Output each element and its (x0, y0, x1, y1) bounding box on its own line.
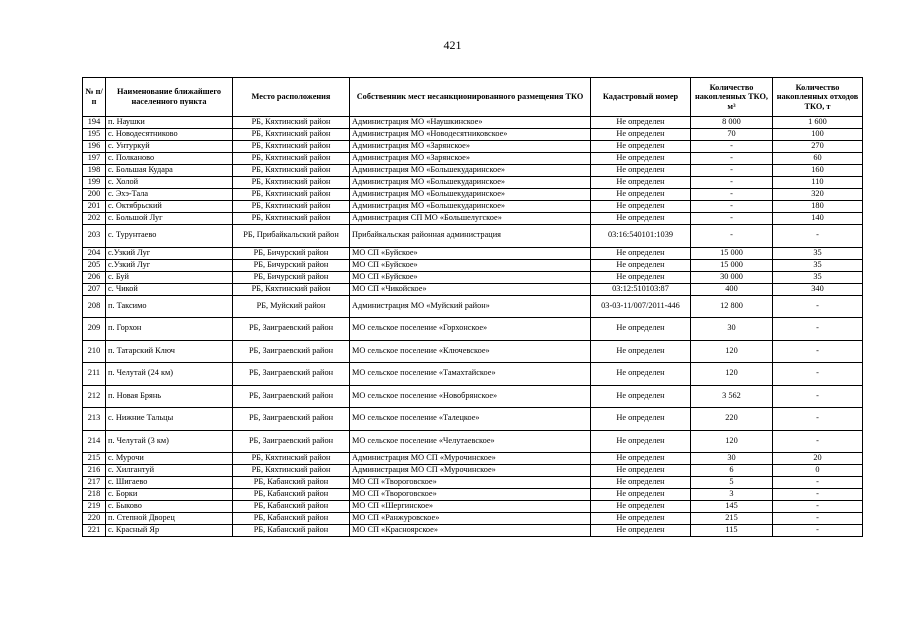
owner-cell: Администрация МО «Новодесятниковское» (350, 129, 591, 141)
settlement-name-cell: п. Новая Брянь (106, 385, 233, 408)
owner-cell: МО СП «Буйское» (350, 259, 591, 271)
cadastral-number-cell: Не определен (591, 363, 691, 386)
volume-m3-cell: 30 (691, 318, 773, 341)
volume-m3-cell: - (691, 213, 773, 225)
owner-cell: Администрация МО СП «Мурочинское» (350, 453, 591, 465)
mass-t-cell: - (773, 513, 863, 525)
location-cell: РБ, Муйский район (233, 295, 350, 318)
settlement-name-cell: с. Холой (106, 177, 233, 189)
volume-m3-cell: 120 (691, 340, 773, 363)
mass-t-cell: 100 (773, 129, 863, 141)
owner-cell: МО сельское поселение «Ключевское» (350, 340, 591, 363)
location-cell: РБ, Кяхтинский район (233, 213, 350, 225)
location-cell: РБ, Кабанский район (233, 501, 350, 513)
settlement-name-cell: с. Хилгантуй (106, 465, 233, 477)
owner-cell: МО сельское поселение «Челутаевское» (350, 430, 591, 453)
volume-m3-cell: 115 (691, 525, 773, 537)
location-cell: РБ, Заиграевский район (233, 408, 350, 431)
cadastral-number-cell: Не определен (591, 477, 691, 489)
cadastral-number-cell: Не определен (591, 153, 691, 165)
cadastral-number-cell: 03-03-11/007/2011-446 (591, 295, 691, 318)
mass-t-cell: 160 (773, 165, 863, 177)
row-number-cell: 221 (83, 525, 106, 537)
table-row (83, 525, 863, 537)
table-row (83, 201, 863, 213)
header-number: № п/п (83, 78, 106, 117)
location-cell: РБ, Кяхтинский район (233, 177, 350, 189)
volume-m3-cell: 120 (691, 430, 773, 453)
owner-cell: Администрация МО «Муйский район» (350, 295, 591, 318)
volume-m3-cell: - (691, 153, 773, 165)
mass-t-cell: 60 (773, 153, 863, 165)
table-row (83, 385, 863, 408)
settlement-name-cell: с. Полканово (106, 153, 233, 165)
table-row (83, 318, 863, 341)
owner-cell: МО СП «Шергинское» (350, 501, 591, 513)
cadastral-number-cell: Не определен (591, 465, 691, 477)
mass-t-cell: - (773, 225, 863, 248)
owner-cell: МО сельское поселение «Горхонское» (350, 318, 591, 341)
settlement-name-cell: с.Узкий Луг (106, 247, 233, 259)
mass-t-cell: - (773, 501, 863, 513)
mass-t-cell: - (773, 408, 863, 431)
owner-cell: МО сельское поселение «Новобрянское» (350, 385, 591, 408)
table-body (83, 117, 863, 537)
row-number-cell: 207 (83, 283, 106, 295)
settlement-name-cell: с. Борки (106, 489, 233, 501)
table-row (83, 501, 863, 513)
row-number-cell: 196 (83, 141, 106, 153)
table-row (83, 295, 863, 318)
row-number-cell: 212 (83, 385, 106, 408)
mass-t-cell: 20 (773, 453, 863, 465)
row-number-cell: 219 (83, 501, 106, 513)
row-number-cell: 209 (83, 318, 106, 341)
volume-m3-cell: - (691, 165, 773, 177)
owner-cell: Администрация МО «Большекударинское» (350, 189, 591, 201)
settlement-name-cell: с. Большой Луг (106, 213, 233, 225)
header-volume-m3: Количество накопленных ТКО, м³ (691, 78, 773, 117)
mass-t-cell: - (773, 489, 863, 501)
settlement-name-cell: с. Мурочи (106, 453, 233, 465)
owner-cell: Прибайкальская районная администрация (350, 225, 591, 248)
volume-m3-cell: - (691, 225, 773, 248)
table-row (83, 117, 863, 129)
mass-t-cell: 1 600 (773, 117, 863, 129)
cadastral-number-cell: 03:12:510103:87 (591, 283, 691, 295)
volume-m3-cell: 30 000 (691, 271, 773, 283)
cadastral-number-cell: Не определен (591, 513, 691, 525)
settlement-name-cell: с. Унтуркуй (106, 141, 233, 153)
owner-cell: МО СП «Красноярское» (350, 525, 591, 537)
owner-cell: МО сельское поселение «Тамахтайское» (350, 363, 591, 386)
volume-m3-cell: 3 562 (691, 385, 773, 408)
row-number-cell: 205 (83, 259, 106, 271)
cadastral-number-cell: Не определен (591, 129, 691, 141)
location-cell: РБ, Бичурский район (233, 247, 350, 259)
row-number-cell: 218 (83, 489, 106, 501)
table-row (83, 213, 863, 225)
mass-t-cell: - (773, 525, 863, 537)
owner-cell: Администрация МО «Большекударинское» (350, 177, 591, 189)
table-row (83, 430, 863, 453)
waste-sites-table-container (82, 77, 862, 537)
table-row (83, 513, 863, 525)
row-number-cell: 199 (83, 177, 106, 189)
table-row (83, 489, 863, 501)
volume-m3-cell: - (691, 177, 773, 189)
row-number-cell: 208 (83, 295, 106, 318)
settlement-name-cell: с. Большая Кудара (106, 165, 233, 177)
table-row (83, 453, 863, 465)
mass-t-cell: - (773, 385, 863, 408)
volume-m3-cell: 145 (691, 501, 773, 513)
cadastral-number-cell: Не определен (591, 247, 691, 259)
header-cadastral-number: Кадастровый номер (591, 78, 691, 117)
settlement-name-cell: с. Эхэ-Тала (106, 189, 233, 201)
location-cell: РБ, Кяхтинский район (233, 453, 350, 465)
row-number-cell: 215 (83, 453, 106, 465)
owner-cell: Администрация МО «Большекударинское» (350, 165, 591, 177)
cadastral-number-cell: Не определен (591, 453, 691, 465)
cadastral-number-cell: Не определен (591, 501, 691, 513)
mass-t-cell: 35 (773, 247, 863, 259)
settlement-name-cell: п. Татарский Ключ (106, 340, 233, 363)
row-number-cell: 201 (83, 201, 106, 213)
row-number-cell: 197 (83, 153, 106, 165)
row-number-cell: 206 (83, 271, 106, 283)
owner-cell: МО СП «Твороговское» (350, 489, 591, 501)
volume-m3-cell: 15 000 (691, 247, 773, 259)
table-row (83, 247, 863, 259)
mass-t-cell: - (773, 318, 863, 341)
table-row (83, 271, 863, 283)
table-row (83, 153, 863, 165)
settlement-name-cell: с. Октябрьский (106, 201, 233, 213)
row-number-cell: 217 (83, 477, 106, 489)
mass-t-cell: - (773, 295, 863, 318)
settlement-name-cell: с. Турунтаево (106, 225, 233, 248)
row-number-cell: 204 (83, 247, 106, 259)
mass-t-cell: 0 (773, 465, 863, 477)
mass-t-cell: 35 (773, 271, 863, 283)
settlement-name-cell: с.Узкий Луг (106, 259, 233, 271)
header-location: Место расположения (233, 78, 350, 117)
row-number-cell: 210 (83, 340, 106, 363)
mass-t-cell: - (773, 340, 863, 363)
header-settlement: Наименование ближайшего населенного пункта (106, 78, 233, 117)
volume-m3-cell: - (691, 141, 773, 153)
mass-t-cell: 140 (773, 213, 863, 225)
cadastral-number-cell: Не определен (591, 177, 691, 189)
owner-cell: Администрация СП МО «Большелугское» (350, 213, 591, 225)
owner-cell: Администрация МО «Большекударинское» (350, 201, 591, 213)
table-row (83, 465, 863, 477)
cadastral-number-cell: Не определен (591, 141, 691, 153)
location-cell: РБ, Кабанский район (233, 525, 350, 537)
cadastral-number-cell: Не определен (591, 165, 691, 177)
settlement-name-cell: с. Чикой (106, 283, 233, 295)
waste-sites-table (82, 77, 863, 537)
row-number-cell: 202 (83, 213, 106, 225)
table-row (83, 477, 863, 489)
settlement-name-cell: с. Красный Яр (106, 525, 233, 537)
mass-t-cell: 340 (773, 283, 863, 295)
row-number-cell: 220 (83, 513, 106, 525)
table-row (83, 177, 863, 189)
volume-m3-cell: 15 000 (691, 259, 773, 271)
volume-m3-cell: 120 (691, 363, 773, 386)
location-cell: РБ, Кяхтинский район (233, 189, 350, 201)
volume-m3-cell: 70 (691, 129, 773, 141)
location-cell: РБ, Бичурский район (233, 259, 350, 271)
mass-t-cell: - (773, 477, 863, 489)
location-cell: РБ, Кяхтинский район (233, 153, 350, 165)
cadastral-number-cell: Не определен (591, 189, 691, 201)
owner-cell: МО СП «Ранжуровское» (350, 513, 591, 525)
settlement-name-cell: п. Горхон (106, 318, 233, 341)
cadastral-number-cell: Не определен (591, 489, 691, 501)
mass-t-cell: 35 (773, 259, 863, 271)
owner-cell: Администрация МО СП «Мурочинское» (350, 465, 591, 477)
location-cell: РБ, Бичурский район (233, 271, 350, 283)
row-number-cell: 213 (83, 408, 106, 431)
table-row (83, 141, 863, 153)
owner-cell: МО СП «Буйское» (350, 247, 591, 259)
location-cell: РБ, Кяхтинский район (233, 129, 350, 141)
cadastral-number-cell: Не определен (591, 525, 691, 537)
header-owner: Собственник мест несанкционированного размещения ТКО (350, 78, 591, 117)
location-cell: РБ, Заиграевский район (233, 385, 350, 408)
table-row (83, 363, 863, 386)
table-row (83, 259, 863, 271)
owner-cell: МО СП «Буйское» (350, 271, 591, 283)
settlement-name-cell: п. Челутай (3 км) (106, 430, 233, 453)
owner-cell: Администрация МО «Зарянское» (350, 141, 591, 153)
cadastral-number-cell: Не определен (591, 430, 691, 453)
location-cell: РБ, Кяхтинский район (233, 465, 350, 477)
owner-cell: МО СП «Твороговское» (350, 477, 591, 489)
cadastral-number-cell: Не определен (591, 213, 691, 225)
row-number-cell: 194 (83, 117, 106, 129)
location-cell: РБ, Заиграевский район (233, 340, 350, 363)
cadastral-number-cell: Не определен (591, 259, 691, 271)
table-row (83, 165, 863, 177)
header-mass-t: Количество накопленных отходов ТКО, т (773, 78, 863, 117)
table-header-row (83, 78, 863, 117)
cadastral-number-cell: Не определен (591, 201, 691, 213)
location-cell: РБ, Заиграевский район (233, 318, 350, 341)
mass-t-cell: - (773, 430, 863, 453)
settlement-name-cell: с. Быково (106, 501, 233, 513)
table-row (83, 189, 863, 201)
mass-t-cell: 180 (773, 201, 863, 213)
settlement-name-cell: п. Наушки (106, 117, 233, 129)
owner-cell: МО СП «Чикойское» (350, 283, 591, 295)
volume-m3-cell: - (691, 189, 773, 201)
mass-t-cell: 320 (773, 189, 863, 201)
settlement-name-cell: п. Степной Дворец (106, 513, 233, 525)
volume-m3-cell: 3 (691, 489, 773, 501)
mass-t-cell: - (773, 363, 863, 386)
row-number-cell: 198 (83, 165, 106, 177)
owner-cell: Администрация МО «Зарянское» (350, 153, 591, 165)
volume-m3-cell: 12 800 (691, 295, 773, 318)
mass-t-cell: 270 (773, 141, 863, 153)
cadastral-number-cell: Не определен (591, 385, 691, 408)
location-cell: РБ, Кяхтинский район (233, 283, 350, 295)
location-cell: РБ, Кяхтинский район (233, 165, 350, 177)
volume-m3-cell: - (691, 201, 773, 213)
location-cell: РБ, Кабанский район (233, 477, 350, 489)
volume-m3-cell: 5 (691, 477, 773, 489)
location-cell: РБ, Кяхтинский район (233, 117, 350, 129)
page-number: 421 (443, 38, 462, 52)
location-cell: РБ, Кабанский район (233, 513, 350, 525)
table-row (83, 340, 863, 363)
owner-cell: Администрация МО «Наушкинское» (350, 117, 591, 129)
volume-m3-cell: 8 000 (691, 117, 773, 129)
location-cell: РБ, Кяхтинский район (233, 141, 350, 153)
table-row (83, 129, 863, 141)
location-cell: РБ, Заиграевский район (233, 363, 350, 386)
cadastral-number-cell: Не определен (591, 408, 691, 431)
settlement-name-cell: с. Нижние Тальцы (106, 408, 233, 431)
table-row (83, 225, 863, 248)
volume-m3-cell: 6 (691, 465, 773, 477)
row-number-cell: 211 (83, 363, 106, 386)
cadastral-number-cell: Не определен (591, 318, 691, 341)
cadastral-number-cell: 03:16:540101:1039 (591, 225, 691, 248)
settlement-name-cell: п. Таксимо (106, 295, 233, 318)
row-number-cell: 195 (83, 129, 106, 141)
settlement-name-cell: п. Челутай (24 км) (106, 363, 233, 386)
location-cell: РБ, Заиграевский район (233, 430, 350, 453)
row-number-cell: 216 (83, 465, 106, 477)
row-number-cell: 203 (83, 225, 106, 248)
table-row (83, 408, 863, 431)
table-row (83, 283, 863, 295)
cadastral-number-cell: Не определен (591, 340, 691, 363)
cadastral-number-cell: Не определен (591, 117, 691, 129)
mass-t-cell: 110 (773, 177, 863, 189)
row-number-cell: 214 (83, 430, 106, 453)
location-cell: РБ, Кяхтинский район (233, 201, 350, 213)
cadastral-number-cell: Не определен (591, 271, 691, 283)
settlement-name-cell: с. Шигаево (106, 477, 233, 489)
volume-m3-cell: 220 (691, 408, 773, 431)
location-cell: РБ, Кабанский район (233, 489, 350, 501)
settlement-name-cell: с. Буй (106, 271, 233, 283)
volume-m3-cell: 215 (691, 513, 773, 525)
row-number-cell: 200 (83, 189, 106, 201)
location-cell: РБ, Прибайкальский район (233, 225, 350, 248)
settlement-name-cell: с. Новодесятниково (106, 129, 233, 141)
volume-m3-cell: 30 (691, 453, 773, 465)
volume-m3-cell: 400 (691, 283, 773, 295)
owner-cell: МО сельское поселение «Талецкое» (350, 408, 591, 431)
